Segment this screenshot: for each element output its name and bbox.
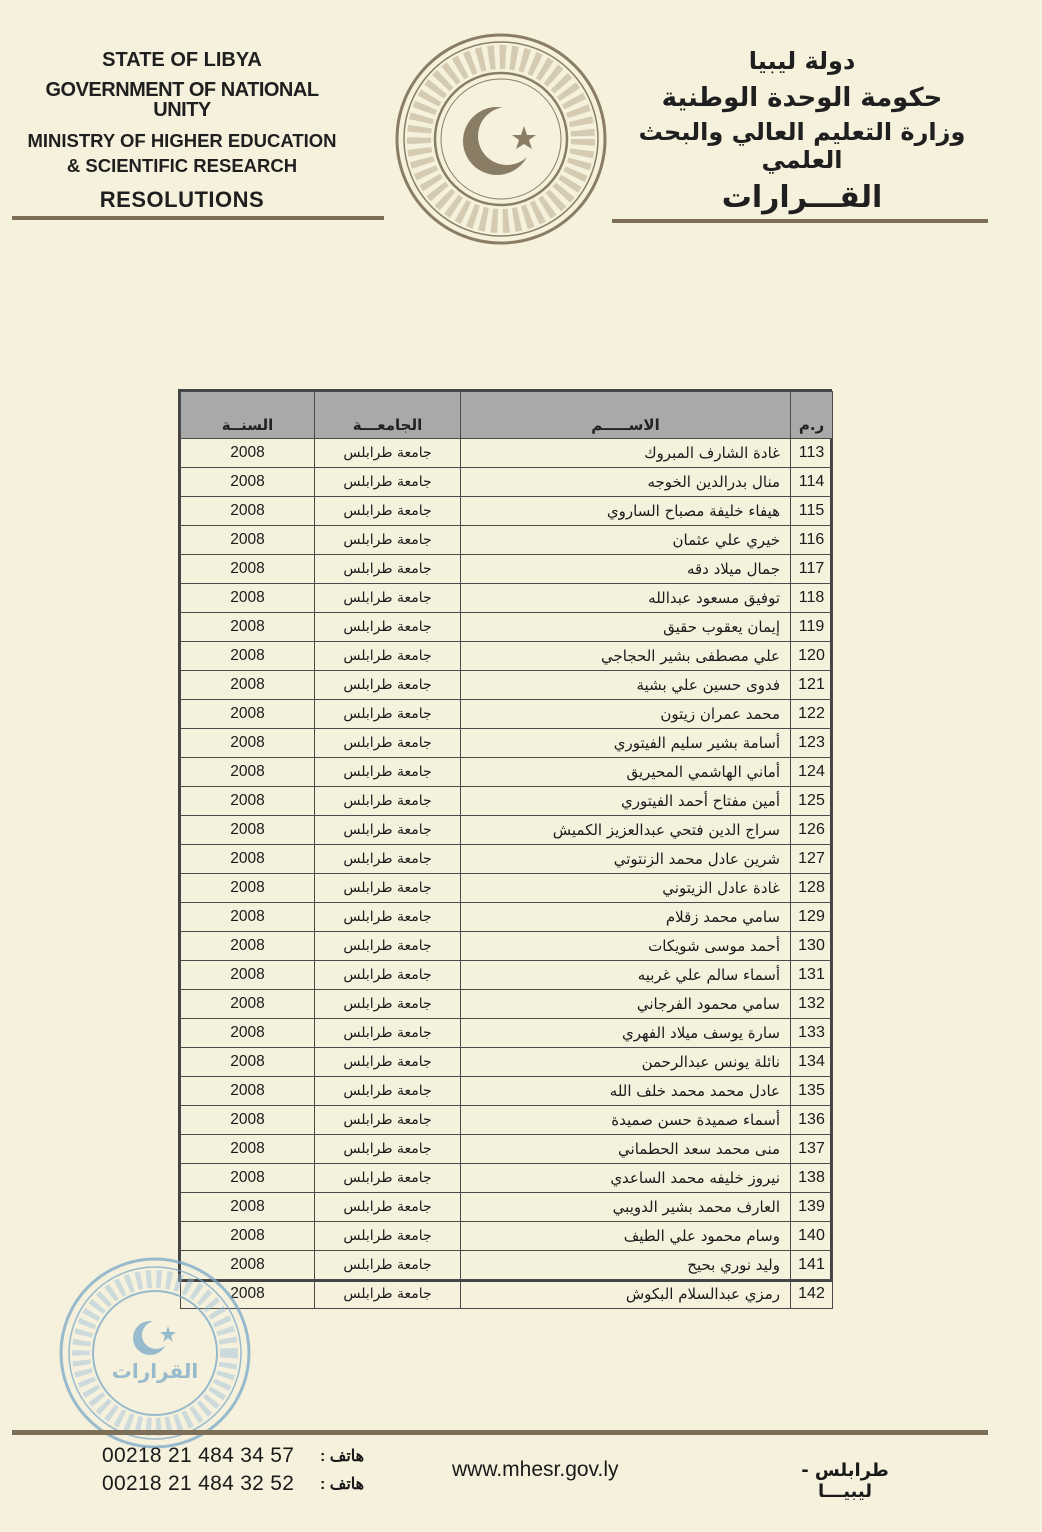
row-number: 135	[791, 1077, 833, 1106]
row-number: 123	[791, 729, 833, 758]
row-university: جامعة طرابلس	[315, 526, 461, 555]
row-university: جامعة طرابلس	[315, 1193, 461, 1222]
phone-number-1: 00218 21 484 34 57	[102, 1444, 295, 1467]
ministry-name-en-line1: MINISTRY OF HIGHER EDUCATION	[27, 130, 337, 151]
row-university: جامعة طرابلس	[315, 1077, 461, 1106]
row-name: نائلة يونس عبدالرحمن	[461, 1048, 791, 1077]
row-year: 2008	[181, 1222, 315, 1251]
row-university: جامعة طرابلس	[315, 497, 461, 526]
table-row	[181, 1135, 833, 1164]
row-name: سراج الدين فتحي عبدالعزيز الكميش	[461, 816, 791, 845]
table-row	[181, 1222, 833, 1251]
row-university: جامعة طرابلس	[315, 1135, 461, 1164]
resolutions-title-ar: القـــرارات	[721, 179, 883, 215]
header-university: الجامعـــة	[315, 392, 461, 439]
table-header-row	[181, 392, 833, 439]
row-year: 2008	[181, 932, 315, 961]
row-number: 130	[791, 932, 833, 961]
phone-row-2	[102, 1470, 382, 1498]
phone-label-1: هاتف :	[320, 1448, 365, 1465]
row-name: عادل محمد محمد خلف الله	[461, 1077, 791, 1106]
header-year: السنــة	[181, 392, 315, 439]
row-number: 128	[791, 874, 833, 903]
row-number: 113	[791, 439, 833, 468]
row-name: محمد عمران زيتون	[461, 700, 791, 729]
row-university: جامعة طرابلس	[315, 961, 461, 990]
government-name-ar: حكومة الوحدة الوطنية	[661, 82, 943, 113]
table-row	[181, 1251, 833, 1280]
table-row	[181, 671, 833, 700]
row-number: 118	[791, 584, 833, 613]
header-english	[22, 50, 342, 211]
table-row	[181, 1077, 833, 1106]
table-row	[181, 729, 833, 758]
row-university: جامعة طرابلس	[315, 758, 461, 787]
table-row	[181, 584, 833, 613]
table-row	[181, 642, 833, 671]
row-year: 2008	[181, 845, 315, 874]
row-number: 116	[791, 526, 833, 555]
row-number: 114	[791, 468, 833, 497]
row-university: جامعة طرابلس	[315, 468, 461, 497]
row-year: 2008	[181, 1251, 315, 1280]
header-num: ر.م	[791, 392, 833, 439]
table-row	[181, 787, 833, 816]
row-university: جامعة طرابلس	[315, 1019, 461, 1048]
row-university: جامعة طرابلس	[315, 932, 461, 961]
row-name: جمال ميلاد دقه	[461, 555, 791, 584]
resolutions-stamp-icon	[56, 1254, 254, 1452]
row-university: جامعة طرابلس	[315, 671, 461, 700]
row-university: جامعة طرابلس	[315, 584, 461, 613]
table-row	[181, 700, 833, 729]
row-name: فدوى حسين علي بشية	[461, 671, 791, 700]
row-year: 2008	[181, 700, 315, 729]
row-year: 2008	[181, 1193, 315, 1222]
row-number: 124	[791, 758, 833, 787]
row-number: 127	[791, 845, 833, 874]
row-name: وسام محمود علي الطيف	[461, 1222, 791, 1251]
row-year: 2008	[181, 1106, 315, 1135]
city-address: طرابلس - ليبيـــا	[801, 1460, 889, 1502]
row-university: جامعة طرابلس	[315, 613, 461, 642]
table-row	[181, 1106, 833, 1135]
row-name: أمين مفتاح أحمد الفيتوري	[461, 787, 791, 816]
row-name: وليد نوري بحيح	[461, 1251, 791, 1280]
row-year: 2008	[181, 1280, 315, 1309]
row-year: 2008	[181, 555, 315, 584]
table-row	[181, 555, 833, 584]
row-name: منال بدرالدين الخوجه	[461, 468, 791, 497]
header-name: الاســـــم	[461, 392, 791, 439]
row-name: غادة عادل الزيتوني	[461, 874, 791, 903]
phone-label-2: هاتف :	[320, 1476, 365, 1493]
names-table	[178, 389, 832, 1303]
footer-phones	[102, 1442, 382, 1498]
row-year: 2008	[181, 1019, 315, 1048]
row-year: 2008	[181, 1164, 315, 1193]
row-university: جامعة طرابلس	[315, 874, 461, 903]
table-row	[181, 990, 833, 1019]
row-year: 2008	[181, 439, 315, 468]
row-number: 121	[791, 671, 833, 700]
row-name: توفيق مسعود عبدالله	[461, 584, 791, 613]
row-university: جامعة طرابلس	[315, 990, 461, 1019]
header-divider-left	[12, 216, 384, 220]
row-year: 2008	[181, 961, 315, 990]
row-university: جامعة طرابلس	[315, 1251, 461, 1280]
row-year: 2008	[181, 874, 315, 903]
table-row	[181, 1164, 833, 1193]
row-number: 120	[791, 642, 833, 671]
row-university: جامعة طرابلس	[315, 1164, 461, 1193]
row-university: جامعة طرابلس	[315, 1106, 461, 1135]
row-name: نيروز خليفه محمد الساعدي	[461, 1164, 791, 1193]
row-number: 139	[791, 1193, 833, 1222]
row-year: 2008	[181, 526, 315, 555]
row-name: سامي محمد زقلام	[461, 903, 791, 932]
row-number: 142	[791, 1280, 833, 1309]
row-name: أسامة بشير سليم الفيتوري	[461, 729, 791, 758]
row-year: 2008	[181, 642, 315, 671]
row-name: علي مصطفى بشير الحجاجي	[461, 642, 791, 671]
row-number: 126	[791, 816, 833, 845]
row-name: أسماء سالم علي غربيه	[461, 961, 791, 990]
table-row	[181, 1280, 833, 1309]
row-university: جامعة طرابلس	[315, 439, 461, 468]
row-year: 2008	[181, 729, 315, 758]
row-university: جامعة طرابلس	[315, 642, 461, 671]
row-number: 136	[791, 1106, 833, 1135]
row-year: 2008	[181, 671, 315, 700]
table-row	[181, 468, 833, 497]
row-university: جامعة طرابلس	[315, 903, 461, 932]
row-year: 2008	[181, 584, 315, 613]
row-name: أماني الهاشمي المحيريق	[461, 758, 791, 787]
row-number: 122	[791, 700, 833, 729]
header-divider-right	[612, 219, 988, 223]
row-year: 2008	[181, 758, 315, 787]
row-number: 119	[791, 613, 833, 642]
table-row	[181, 874, 833, 903]
row-university: جامعة طرابلس	[315, 1048, 461, 1077]
row-year: 2008	[181, 1135, 315, 1164]
row-number: 117	[791, 555, 833, 584]
row-university: جامعة طرابلس	[315, 729, 461, 758]
table-row	[181, 526, 833, 555]
table-row	[181, 613, 833, 642]
row-university: جامعة طرابلس	[315, 845, 461, 874]
row-name: شرين عادل محمد الزنتوتي	[461, 845, 791, 874]
row-name: سارة يوسف ميلاد الفهري	[461, 1019, 791, 1048]
row-year: 2008	[181, 497, 315, 526]
table-row	[181, 932, 833, 961]
table-row	[181, 903, 833, 932]
row-university: جامعة طرابلس	[315, 816, 461, 845]
phone-number-2: 00218 21 484 32 52	[102, 1472, 295, 1495]
state-name-en: STATE OF LIBYA	[102, 49, 262, 71]
row-university: جامعة طرابلس	[315, 787, 461, 816]
row-year: 2008	[181, 1048, 315, 1077]
footer-divider	[12, 1430, 988, 1435]
row-name: هيفاء خليفة مصباح الساروي	[461, 497, 791, 526]
row-university: جامعة طرابلس	[315, 1280, 461, 1309]
row-year: 2008	[181, 613, 315, 642]
row-name: سامي محمود الفرجاني	[461, 990, 791, 1019]
resolutions-title-en: RESOLUTIONS	[99, 187, 265, 212]
ministry-name-ar: وزارة التعليم العالي والبحث العلمي	[638, 118, 966, 175]
table-row	[181, 816, 833, 845]
row-number: 133	[791, 1019, 833, 1048]
row-number: 138	[791, 1164, 833, 1193]
ministry-seal-icon	[390, 28, 612, 250]
table-row	[181, 1019, 833, 1048]
row-number: 132	[791, 990, 833, 1019]
table-row	[181, 758, 833, 787]
row-number: 141	[791, 1251, 833, 1280]
table-row	[181, 1193, 833, 1222]
table-row	[181, 1048, 833, 1077]
row-year: 2008	[181, 1077, 315, 1106]
row-name: إيمان يعقوب حقيق	[461, 613, 791, 642]
header-arabic	[622, 48, 982, 215]
row-number: 140	[791, 1222, 833, 1251]
row-name: أسماء صميدة حسن صميدة	[461, 1106, 791, 1135]
table-row	[181, 845, 833, 874]
stamp-label: القرارات	[111, 1359, 199, 1383]
row-number: 115	[791, 497, 833, 526]
row-year: 2008	[181, 903, 315, 932]
row-name: أحمد موسى شويكات	[461, 932, 791, 961]
row-number: 137	[791, 1135, 833, 1164]
government-name-en: GOVERNMENT OF NATIONAL UNITY	[45, 79, 319, 121]
row-number: 131	[791, 961, 833, 990]
ministry-name-en-line2: & SCIENTIFIC RESEARCH	[66, 154, 298, 176]
row-year: 2008	[181, 990, 315, 1019]
row-university: جامعة طرابلس	[315, 555, 461, 584]
table-row	[181, 497, 833, 526]
row-university: جامعة طرابلس	[315, 700, 461, 729]
table-body	[181, 439, 833, 1309]
row-name: خيري علي عثمان	[461, 526, 791, 555]
row-year: 2008	[181, 816, 315, 845]
row-name: منى محمد سعد الحطماني	[461, 1135, 791, 1164]
row-name: رمزي عبدالسلام البكوش	[461, 1280, 791, 1309]
row-number: 129	[791, 903, 833, 932]
row-year: 2008	[181, 468, 315, 497]
row-university: جامعة طرابلس	[315, 1222, 461, 1251]
row-name: غادة الشارف المبروك	[461, 439, 791, 468]
table-row	[181, 439, 833, 468]
row-number: 134	[791, 1048, 833, 1077]
row-number: 125	[791, 787, 833, 816]
phone-row-1	[102, 1442, 382, 1470]
row-year: 2008	[181, 787, 315, 816]
website-link[interactable]: www.mhesr.gov.ly	[452, 1458, 619, 1481]
state-name-ar: دولة ليبيا	[748, 47, 856, 75]
row-name: العارف محمد بشير الدويبي	[461, 1193, 791, 1222]
table-row	[181, 961, 833, 990]
